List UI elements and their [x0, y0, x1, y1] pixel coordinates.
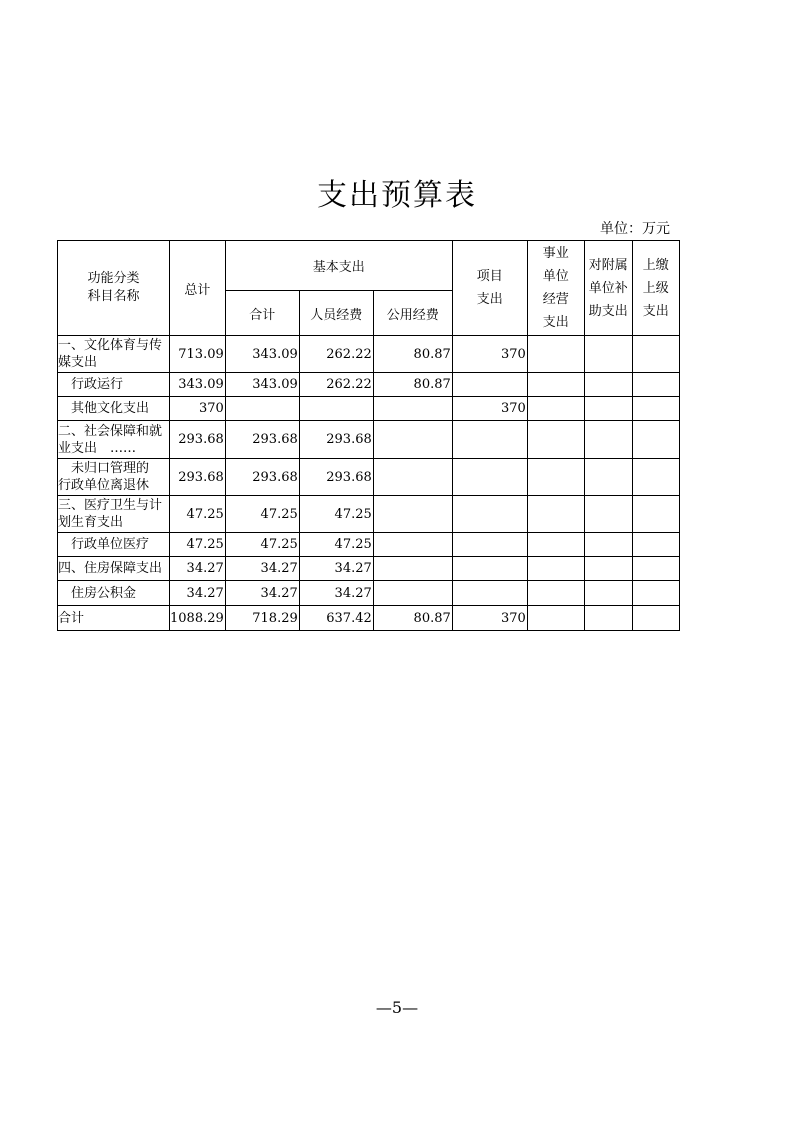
- table-row: [58, 557, 680, 581]
- row-upper-cell: [632, 373, 679, 397]
- row-project-cell: 370: [452, 606, 527, 631]
- row-subsidy-cell: [584, 336, 632, 373]
- row-business-cell: [527, 496, 584, 533]
- row-public-cell: [373, 581, 452, 606]
- row-upper-cell: [632, 606, 679, 631]
- table-row: [58, 533, 680, 557]
- row-name-cell: 行政运行: [58, 373, 170, 397]
- row-basic-sum-cell: 343.09: [225, 373, 299, 397]
- row-personnel-cell: 47.25: [299, 533, 373, 557]
- page-title: 支出预算表: [317, 178, 477, 213]
- row-basic-sum-cell: 47.25: [225, 533, 299, 557]
- row-public-cell: 80.87: [373, 336, 452, 373]
- row-subsidy-cell: [584, 397, 632, 421]
- row-total-cell: 343.09: [170, 373, 226, 397]
- row-business-cell: [527, 533, 584, 557]
- row-total-cell: 293.68: [170, 421, 226, 459]
- table-body: [58, 336, 680, 631]
- row-project-cell: 370: [452, 397, 527, 421]
- row-public-cell: [373, 459, 452, 496]
- row-basic-sum-cell: 293.68: [225, 459, 299, 496]
- row-name-cell: 行政单位医疗: [58, 533, 170, 557]
- row-public-cell: [373, 557, 452, 581]
- row-upper-cell: [632, 397, 679, 421]
- row-public-cell: [373, 397, 452, 421]
- row-upper-cell: [632, 336, 679, 373]
- row-project-cell: [452, 459, 527, 496]
- row-project-cell: [452, 557, 527, 581]
- row-basic-sum-cell: 293.68: [225, 421, 299, 459]
- row-upper-cell: [632, 533, 679, 557]
- row-public-cell: [373, 421, 452, 459]
- row-subsidy-cell: [584, 459, 632, 496]
- row-name-cell: 一、文化体育与传 媒支出: [58, 336, 170, 373]
- row-upper-cell: [632, 459, 679, 496]
- row-personnel-cell: 637.42: [299, 606, 373, 631]
- header-business: 事业 单位 经营 支出: [527, 241, 584, 336]
- row-subsidy-cell: [584, 533, 632, 557]
- row-project-cell: [452, 581, 527, 606]
- row-basic-sum-cell: [225, 397, 299, 421]
- table-row: [58, 336, 680, 373]
- header-upper: 上缴 上级 支出: [632, 241, 679, 336]
- row-business-cell: [527, 581, 584, 606]
- row-subsidy-cell: [584, 373, 632, 397]
- row-subsidy-cell: [584, 557, 632, 581]
- row-name-cell: 合计: [58, 606, 170, 631]
- row-project-cell: [452, 373, 527, 397]
- row-name-cell: 三、医疗卫生与计 划生育支出: [58, 496, 170, 533]
- row-name-cell: 住房公积金: [58, 581, 170, 606]
- row-business-cell: [527, 459, 584, 496]
- row-subsidy-cell: [584, 421, 632, 459]
- unit-label: 单位：万元: [600, 221, 670, 237]
- row-upper-cell: [632, 581, 679, 606]
- row-subsidy-cell: [584, 496, 632, 533]
- row-public-cell: [373, 496, 452, 533]
- row-personnel-cell: 34.27: [299, 557, 373, 581]
- row-upper-cell: [632, 557, 679, 581]
- row-basic-sum-cell: 718.29: [225, 606, 299, 631]
- row-name-cell: 二、社会保障和就 业支出 ……: [58, 421, 170, 459]
- row-public-cell: 80.87: [373, 606, 452, 631]
- header-project: 项目 支出: [452, 241, 527, 336]
- row-total-cell: 47.25: [170, 496, 226, 533]
- row-personnel-cell: 293.68: [299, 421, 373, 459]
- table-row: [58, 581, 680, 606]
- table-row: [58, 421, 680, 459]
- row-upper-cell: [632, 421, 679, 459]
- row-business-cell: [527, 421, 584, 459]
- header-total: 总计: [170, 241, 226, 336]
- row-total-cell: 293.68: [170, 459, 226, 496]
- row-name-cell: 其他文化支出: [58, 397, 170, 421]
- table-row: [58, 373, 680, 397]
- row-business-cell: [527, 397, 584, 421]
- row-total-cell: 34.27: [170, 557, 226, 581]
- row-subsidy-cell: [584, 606, 632, 631]
- row-business-cell: [527, 557, 584, 581]
- row-name-cell: 四、住房保障支出: [58, 557, 170, 581]
- row-project-cell: [452, 421, 527, 459]
- header-basic-sum: 合计: [225, 291, 299, 336]
- row-business-cell: [527, 373, 584, 397]
- row-business-cell: [527, 336, 584, 373]
- row-total-cell: 1088.29: [170, 606, 226, 631]
- row-personnel-cell: 262.22: [299, 373, 373, 397]
- row-subsidy-cell: [584, 581, 632, 606]
- header-basic: 基本支出: [225, 241, 452, 291]
- row-personnel-cell: 47.25: [299, 496, 373, 533]
- row-personnel-cell: 293.68: [299, 459, 373, 496]
- row-business-cell: [527, 606, 584, 631]
- row-total-cell: 34.27: [170, 581, 226, 606]
- row-personnel-cell: 34.27: [299, 581, 373, 606]
- header-personnel: 人员经费: [299, 291, 373, 336]
- row-name-cell: 未归口管理的 行政单位离退休: [58, 459, 170, 496]
- row-basic-sum-cell: 34.27: [225, 557, 299, 581]
- row-upper-cell: [632, 496, 679, 533]
- row-total-cell: 47.25: [170, 533, 226, 557]
- row-personnel-cell: [299, 397, 373, 421]
- header-subsidy: 对附属 单位补 助支出: [584, 241, 632, 336]
- table-row: [58, 606, 680, 631]
- page-number: —5—: [375, 998, 419, 1017]
- row-public-cell: [373, 533, 452, 557]
- row-basic-sum-cell: 34.27: [225, 581, 299, 606]
- row-personnel-cell: 262.22: [299, 336, 373, 373]
- row-public-cell: 80.87: [373, 373, 452, 397]
- header-category: 功能分类 科目名称: [58, 241, 170, 336]
- header-public: 公用经费: [373, 291, 452, 336]
- row-project-cell: 370: [452, 336, 527, 373]
- row-project-cell: [452, 533, 527, 557]
- table-row: [58, 496, 680, 533]
- row-total-cell: 370: [170, 397, 226, 421]
- row-project-cell: [452, 496, 527, 533]
- row-total-cell: 713.09: [170, 336, 226, 373]
- budget-table: [57, 240, 680, 631]
- row-basic-sum-cell: 343.09: [225, 336, 299, 373]
- row-basic-sum-cell: 47.25: [225, 496, 299, 533]
- table-row: [58, 459, 680, 496]
- table-row: [58, 397, 680, 421]
